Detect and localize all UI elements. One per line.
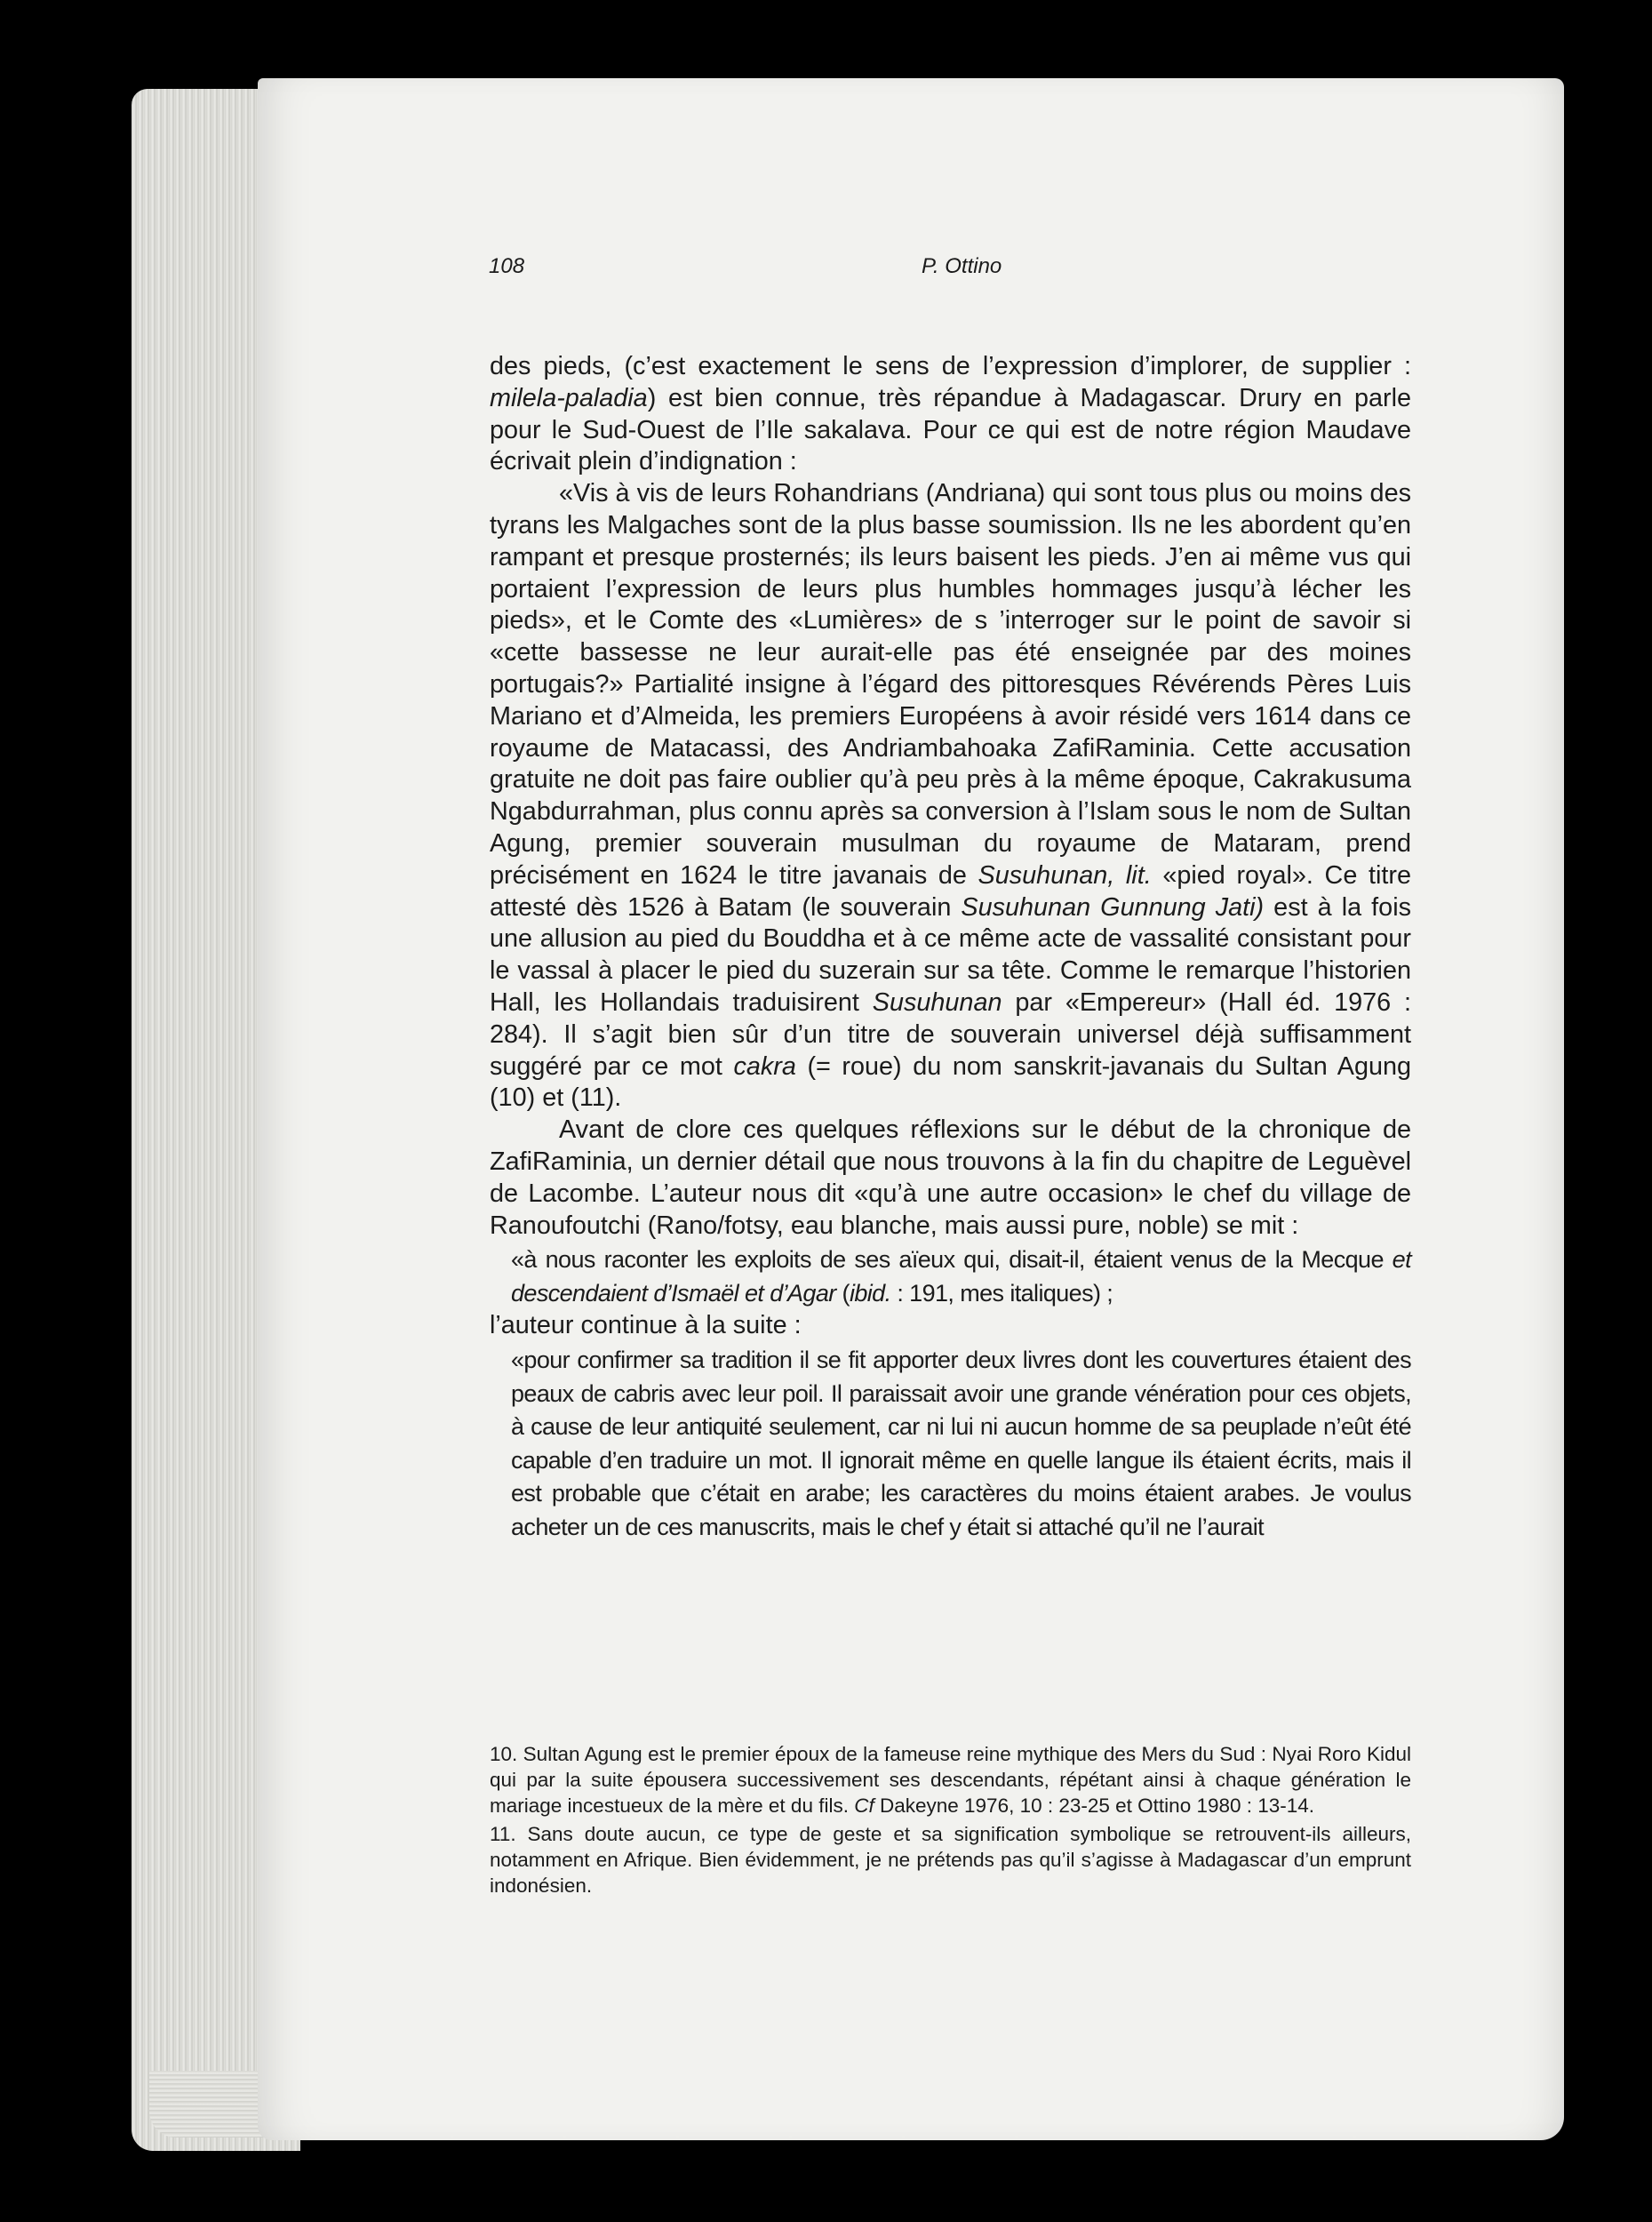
footnote: 10. Sultan Agung est le premier époux de la fameuse reine mythique des Mers du Sud : Nyai Roro Kidul qui par la suite épousera successivement ses descendants, répétant ainsi à chaque génération le mariage incestueux de la mère et du fils. Cf Dakeyne 1976, 10 : 23-25 et Ottino 1980 : 13-14. <box>490 1743 1411 1817</box>
page-number: 108 <box>489 254 525 278</box>
page-header <box>489 254 1493 290</box>
main-text <box>490 351 1411 1544</box>
block-quote: «à nous raconter les exploits de ses aïeux qui, disait-il, étaient venus de la Mecque et descendaient d’Ismaël et d’Agar (ibid. : 191, mes italiques) ; <box>511 1246 1411 1307</box>
paragraph: l’auteur continue à la suite : <box>490 1311 802 1340</box>
block-quote: «pour confirmer sa tradition il se fit apporter deux livres dont les couvertures étaient des peaux de cabris avec leur poil. Il paraissait avoir une grande vénération pour ces objets, à cause de leur antiquité seulement, car ni lui ni aucun homme de sa peuplade n’eût été capable d’en traduire un mot. Il ignorait même en quelle langue ils étaient écrits, mais il est probable que c’était en arabe; les caractères du moins étaient arabes. Je voulus acheter un de ces manuscrits, mais le chef y était si attaché qu’il ne l’aurait <box>511 1347 1411 1540</box>
footnote: 11. Sans doute aucun, ce type de geste et sa signification symbolique se retrouvent-ils ailleurs, notamment en Afrique. Bien évidemment, je ne prétends pas qu’il s’agisse à Madagascar d’un emprunt indonésien. <box>490 1823 1411 1897</box>
paragraph: des pieds, (c’est exactement le sens de l’expression d’implorer, de supplier : milela-paladia) est bien connue, très répandue à Madagascar. Drury en parle pour le Sud-Ouest de l’Ile sakalava. Pour ce qui est de notre région Maudave écrivait plein d’indignation : <box>490 352 1411 476</box>
paragraph: «Vis à vis de leurs Rohandrians (Andriana) qui sont tous plus ou moins des tyrans les Malgaches sont de la plus basse soumission. Ils ne les abordent qu’en rampant et presque prosternés; ils leurs baisent les pieds. J’en ai même vus qui portaient l’expression de leurs plus humbles hommages jusqu’à lécher les pieds», et le Comte des «Lumières» de s ’interroger sur le point de savoir si «cette bassesse ne leur aurait-elle pas été enseignée par des moines portugais?» Partialité insigne à l’égard des pittoresques Révérends Pères Luis Mariano et d’Almeida, les premiers Européens à avoir résidé vers 1614 dans ce royaume de Matacassi, des Andriambahoaka ZafiRaminia. Cette accusation gratuite ne doit pas faire oublier qu’à peu près à la même époque, Cakrakusuma Ngabdurrahman, plus connu après sa conversion à l’Islam sous le nom de Sultan Agung, premier souverain musulman du royaume de Mataram, prend précisément en 1624 le titre javanais de Susuhunan, lit. «pied royal». Ce titre attesté dès 1526 à Batam (le souverain Susuhunan Gunnung Jati) est à la fois une allusion au pied du Bouddha et à ce même acte de vassalité consistant pour le vassal à placer le pied du suzerain sur sa tête. Comme le remarque l’historien Hall, les Hollandais traduisirent Susuhunan par «Empereur» (Hall éd. 1976 : 284). Il s’agit bien sûr d’un titre de souverain universel déjà suffisamment suggéré par ce mot cakra (= roue) du nom sanskrit-javanais du Sultan Agung (10) et (11). <box>490 479 1412 1113</box>
paragraph: Avant de clore ces quelques réflexions sur le début de la chronique de ZafiRaminia, un dernier détail que nous trouvons à la fin du chapitre de Leguèvel de Lacombe. L’auteur nous dit «qu’à une autre occasion» le chef du village de Ranoufoutchi (Rano/fotsy, eau blanche, mais aussi pure, noble) se mit : <box>490 1115 1411 1240</box>
footnotes <box>490 1742 1411 1903</box>
running-head: P. Ottino <box>922 254 1002 278</box>
